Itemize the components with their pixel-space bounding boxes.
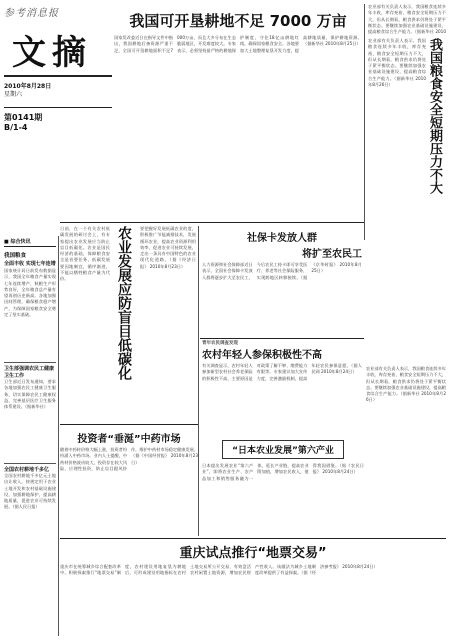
masthead bbox=[4, 4, 112, 234]
sixth-industry-headline: “日本农业发展”第六产业 bbox=[222, 440, 344, 459]
sidebar-block-body: 全国农村耕地千多亿元土地出让收入，按规定用于农业土地开发和农村基础设施建设，加强耕地保护，提高耕地质量，促进农业可持续发展。（据人民日报） bbox=[4, 473, 56, 510]
page-range: B/1-4 bbox=[4, 123, 28, 132]
right-lower-text bbox=[366, 366, 446, 544]
bottom-article bbox=[60, 540, 446, 638]
mid-article-headline: 农村年轻人参保积极性不高 bbox=[202, 350, 322, 361]
sidebar bbox=[4, 238, 56, 638]
vertical-article-body: 要把握好发展低碳农业的度，积极推广节能减排技术，发展循环农业，提高农业资源利用效率，促进农业可持续发展，走出一条具有中国特色的农业现代化道路。（据《经济日报》 2010年8月23日） bbox=[140, 226, 196, 269]
sixth-industry-body: 日本提出发展农业“第六产业”，即将农业生产、农产品加工和销售服务融为一体，延长产业链，提高农业附加值，增加农民收入，值得我国借鉴。（据《农民日报》 2010年8月24日） bbox=[202, 463, 364, 481]
sidebar-block-title: 我国粮食 bbox=[4, 253, 27, 259]
column-divider bbox=[364, 4, 365, 240]
sidebar-block-subtitle: 全面丰收 实现七年连增 bbox=[4, 261, 56, 267]
right-column-article bbox=[368, 4, 446, 364]
mid-article-body: 有关调查显示，农村年轻人参加新型农村社会养老保险的积极性不高，主要原因是对政策了解不够、缴费能力有限等。专家建议加大宣传力度，完善激励机制，提高年轻农民参保意愿。（据人民网 2010年8月24日） bbox=[202, 363, 362, 381]
mid-article-deck: 将扩至农民工 bbox=[302, 249, 362, 260]
right-lower-body: 农业部有关负责人表示，我国粮食连续多年丰收，库存充裕，粮食安全短期压力不大，但从长期看，粮食供求仍将处于紧平衡状态。要继续加强农业基础设施建设，提高粮食综合生产能力。（据新华社 2010年8月26日） bbox=[366, 366, 446, 403]
weekday-text: 星期六 bbox=[4, 91, 23, 98]
sixth-industry-article bbox=[202, 432, 364, 536]
horizontal-rule bbox=[60, 538, 446, 539]
horizontal-rule bbox=[60, 424, 198, 425]
sidebar-block-title: 卫生部强调农民工健康卫生工作 bbox=[4, 366, 55, 379]
issue-date bbox=[4, 83, 112, 99]
top-article-headline: 我国可开垦耕地不足 7000 万亩 bbox=[129, 12, 347, 30]
sidebar-block bbox=[4, 362, 56, 459]
investor-article-body: 随着中药材价格大幅上涨，投资者纷纷涌入中药市场。业内人士提醒，中药材价格波动较大，投资存在较大风险，应理性投资，防止盲目跟风炒作，维护中药材市场稳定健康发展。（据《中国经营报》 2010年8月23日） bbox=[60, 447, 198, 471]
sidebar-block-body: 国家统计局日前发布数据显示，我国全年粮食产量实现七年连续增产，秋粮生产形势良好，全年粮食总产量有望再创历史新高。各地加强田间管理，确保粮食稳产增产，为保障国家粮食安全奠定了坚实基础。 bbox=[4, 268, 56, 318]
top-article-body: 国家发改委近日在指导文件中指出，我国耕地后备资源严重不足，全国可开垦耕地面积不足7000万亩，而且大多分布在生态脆弱地区，开发难度较大。专家表示，必须坚持最严格的耕地保护制度，守住18亿亩耕地红线，确保国家粮食安全。各地要加大土地整理复垦开发力度，提高耕地质量，保护耕地资源。（据新华社 2010年8月25日） bbox=[114, 35, 362, 53]
section-label-text: 综合快讯 bbox=[10, 239, 31, 245]
investor-article bbox=[60, 428, 198, 536]
bottom-article-headline: 重庆试点推行“地票交易” bbox=[179, 546, 327, 561]
vertical-article-body: 日前，在一个有关农村低碳发展的研讨会上，有专家提出农业发展应当防止盲目低碳化。农业是国民经济的基础，保障粮食安全是首要任务，低碳发展要因地制宜，循序渐进，不能以牺牲粮食产量为代价。 bbox=[60, 226, 110, 282]
section-label: ■ 综合快讯 bbox=[4, 238, 56, 247]
masthead-big-title: 文摘 bbox=[12, 33, 92, 73]
mid-article-body: 人力资源和社会保障部近日表示，全国社会保障卡发放人群将逐步扩大至农民工，今后农民工持卡即可享受医疗、养老等社会保险服务，实现跨地区转移接续。（据《京华时报》 2010年8月25日） bbox=[202, 262, 362, 280]
issue-number: 第0141期 bbox=[4, 113, 43, 122]
column-divider bbox=[198, 226, 199, 536]
mid-article-headline: 社保卡发放人群 bbox=[247, 233, 317, 244]
horizontal-rule bbox=[200, 338, 364, 339]
bottom-article-body: 重庆市在统筹城乡综合配套改革中，积极探索推行“地票交易”制度，农村建设用地复垦为耕地后，可形成建设用地指标在农村土地交易所公开交易，有效盘活农村闲置土地资源，增加农民财产性收入。该做法为城乡土地制度改革提供了有益探索。（据《经济参考报》 2010年8月24日） bbox=[60, 564, 378, 576]
right-column-body: 农业部有关负责人表示，我国粮食连续多年丰收，库存充裕，粮食安全短期压力不大，但从长期看，粮食供求仍将处于紧平衡状态。要继续加强农业基础设施建设，提高粮食综合生产能力。（据新华社 2010年8月26日） bbox=[368, 38, 426, 88]
sidebar-block bbox=[4, 463, 56, 573]
masthead-logo bbox=[4, 25, 112, 77]
column-divider bbox=[58, 236, 59, 636]
right-intro-text: 农业部有关负责人表示，我国粮食连续多年丰收，库存充裕，粮食安全短期压力不大，但从长期看，粮食供求仍将处于紧平衡状态。要继续加强农业基础设施建设，提高粮食综合生产能力。（据新华社 2010 bbox=[368, 4, 446, 34]
sidebar-block bbox=[4, 251, 56, 358]
vertical-article bbox=[60, 226, 196, 422]
mid-article-young-farmers bbox=[202, 340, 362, 430]
sidebar-block-body: 卫生部近日发布通知，要求各地加强农民工健康卫生服务，切实保障农民工健康权益，完善基层医疗卫生服务体系建设。（据新华社） bbox=[4, 379, 56, 410]
vertical-article-headline: 农业发展应防盲目低碳化 bbox=[116, 226, 132, 380]
investor-article-headline: 投资者“垂涎”中药市场 bbox=[77, 434, 181, 445]
paper-name: 参考消息报 bbox=[4, 8, 59, 19]
mid-article-social-security bbox=[202, 226, 362, 336]
horizontal-rule bbox=[60, 222, 364, 223]
date-text: 2010年8月28日 bbox=[4, 83, 52, 90]
mid-article-kicker: 青年农民调查发现 bbox=[202, 341, 238, 346]
top-article bbox=[114, 4, 362, 222]
sidebar-block-title: 全国农村耕地千多亿 bbox=[4, 467, 50, 473]
right-column-headline: 我国粮食安全短期压力不大 bbox=[427, 38, 442, 194]
